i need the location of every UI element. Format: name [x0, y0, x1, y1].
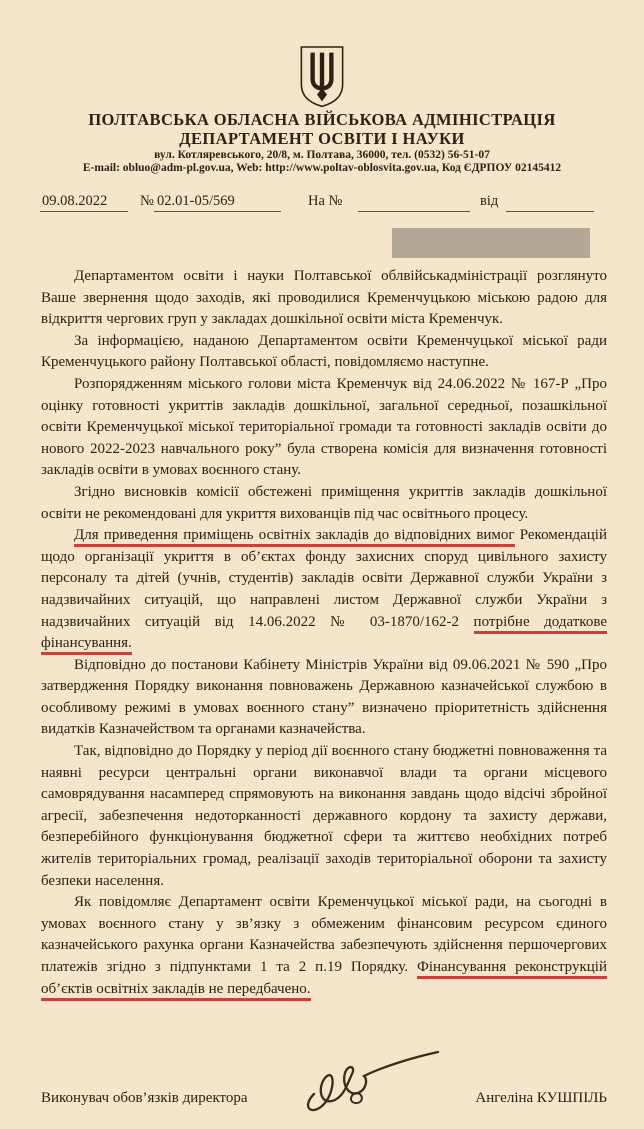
- red-underlined-text: Для приведення приміщень освітніх закладів до відповідних вимог: [74, 527, 515, 547]
- letter-body: [41, 266, 607, 1000]
- red-underlined-text: Фінансування реконструкцій об’єктів освітніх закладів не передбачено.: [41, 959, 607, 1001]
- reply-date-field: [506, 193, 594, 212]
- organization-name-line1: ПОЛТАВСЬКА ОБЛАСНА ВІЙСЬКОВА АДМІНІСТРАЦІЯ: [88, 110, 556, 129]
- paragraph: [41, 331, 607, 374]
- paragraph-text: Згідно висновків комісії обстежені приміщення укриттів закладів дошкільної освіти не рекомендовані для укриття вихованців під час освітнього процесу.: [41, 483, 607, 522]
- signer-position-title: Виконувач обов’язків директора: [41, 1090, 248, 1106]
- reply-to-label: На №: [308, 193, 343, 209]
- paragraph-text: Так, відповідно до Порядку у період дії воєнного стану бюджетні повноваження та наявні ресурси центральні органи виконавчої влади та органи місцевого самоврядування насамперед спрямовують на виконання завдань щодо відсічі збройної агресії, забезпечення недоторканності державного кордону та захисту держави, безперебійного функціонування бюджетної сфери та життєво необхідних потреб жителів територіальних громад, реалізації заходів територіальної оборони та захисту безпеки населення.: [41, 743, 607, 889]
- paragraph-text: Як повідомляє Департамент освіти Кременчуцької міської ради, на сьогодні в умовах воєнного стану у зв’язку з обмеженим фінансовим ресурсом єдиного казначейського рахунка органи Казначейства забезпечують здійснення першочергових платежів згідно з підпунктами 1 та 2 п.19 Порядку.: [41, 894, 607, 975]
- organization-contacts: E-mail: obluo@adm-pl.gov.ua, Web: http://www.poltav-oblosvita.gov.ua, Код ЄДРПОУ 02145412: [82, 162, 562, 174]
- organization-name-line2: ДЕПАРТАМЕНТ ОСВІТИ І НАУКИ: [179, 129, 465, 148]
- handwritten-signature-icon: [298, 1042, 448, 1125]
- paragraph: [41, 482, 607, 525]
- paragraph: [41, 374, 607, 482]
- ukraine-trident-emblem-icon: [297, 44, 347, 115]
- reply-to-number-field: [358, 193, 470, 212]
- letter-date-field: 09.08.2022: [40, 193, 128, 212]
- paragraph-text: Розпорядженням міського голови міста Кременчук від 24.06.2022 № 167-Р „Про оцінку готовності укриттів закладів дошкільної, загальної середньої, позашкільної освіти Кременчуцької міської територіальної громади та готовності закладів освіти до нового 2022-2023 навчального року” була створена комісія для визначення готовності закладів освіти в умовах воєнного стану.: [41, 375, 607, 479]
- paragraph: [41, 266, 607, 331]
- number-label: №: [140, 193, 154, 209]
- organization-address: вул. Котляревського, 20/8, м. Полтава, 36000, тел. (0532) 56-51-07: [154, 149, 490, 161]
- reply-date-label: від: [480, 193, 499, 209]
- redacted-addressee-box: [392, 228, 590, 258]
- reference-row: [40, 193, 608, 215]
- paragraph-text: За інформацією, наданою Департаментом освіти Кременчуцької міської ради Кременчуцького району Полтавської області, повідомляємо наступне.: [41, 332, 607, 371]
- paragraph: [41, 892, 607, 1000]
- paragraph: [41, 655, 607, 741]
- signature-row: [41, 1090, 607, 1107]
- paragraph: [41, 525, 607, 655]
- signer-name: Ангеліна КУШПІЛЬ: [475, 1090, 607, 1106]
- letter-number-field: 02.01-05/569: [154, 193, 281, 212]
- paragraph-text: Департаментом освіти і науки Полтавської облвійськадміністрації розглянуто Ваше звернення щодо заходів, які проводилися Кременчуцькою міською радою для відкриття чергових груп у закладах дошкільної освіти міста Кременчук.: [41, 268, 607, 328]
- paragraph-text: Відповідно до постанови Кабінету Міністрів України від 09.06.2021 № 590 „Про затвердження Порядку виконання повноважень Державною казначейської службою в особливому режимі в умовах воєнного стану” визначено пріоритетність здійснення видатків Казначейством та органами казначейства.: [41, 656, 607, 738]
- red-underlined-text: потрібне додаткове фінансування.: [41, 614, 607, 656]
- paragraph-text: Рекомендацій щодо організації укриття в об’єктах фонду захисних споруд цивільного захисту персоналу та дітей (учнів, студентів) закладів освіти Державної служби України з надзвичайних ситуацій, що направлені листом Державної служби України з надзвичайних ситуацій від 14.06.2022 № 03-1870/162-2: [41, 527, 607, 630]
- paragraph: [41, 741, 607, 892]
